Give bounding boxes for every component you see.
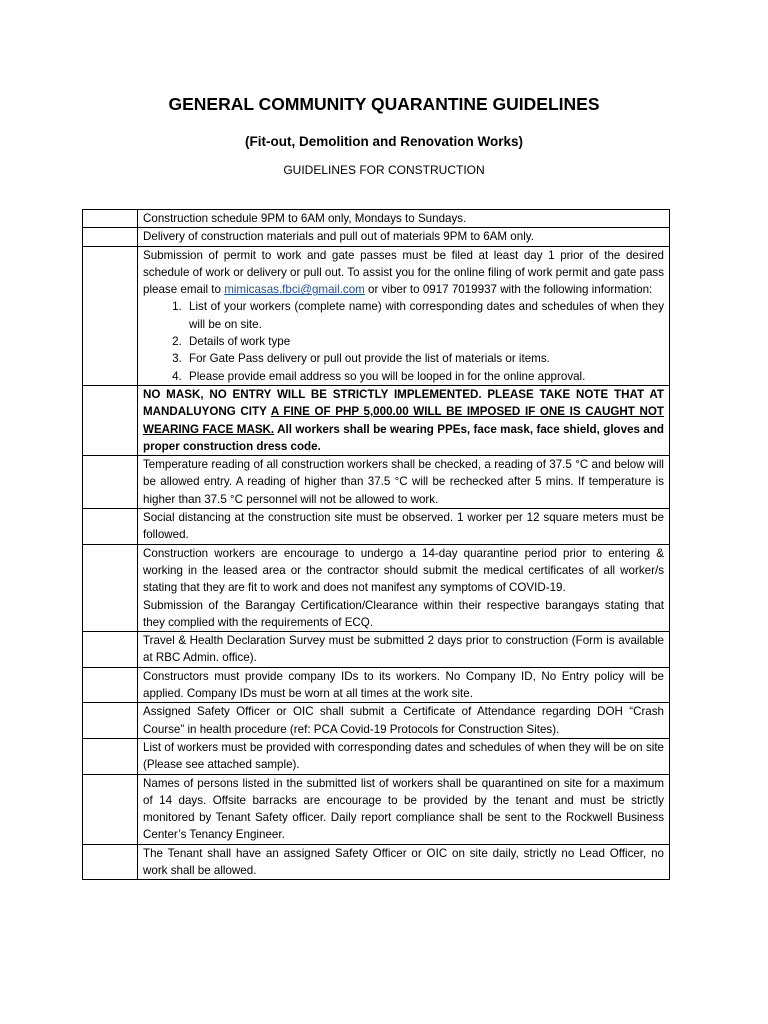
- table-row: [83, 703, 670, 739]
- guideline-text-part: or viber to 0917 7019937 with the following information:: [364, 283, 653, 297]
- guidelines-table: [82, 209, 670, 880]
- ppe-requirement-text: All workers shall be wearing PPEs, face mask, face shield, gloves and proper construction dress code.: [143, 422, 664, 453]
- guideline-text: Assigned Safety Officer or OIC shall submit a Certificate of Attendance regarding DOH “Crash Course” in health procedure (ref: PCA Covid-19 Protocols for Construction Sites).: [138, 703, 670, 739]
- email-link[interactable]: mimicasas.fbci@gmail.com: [224, 283, 365, 297]
- info-list: [143, 298, 664, 384]
- guideline-text: [138, 385, 670, 455]
- table-row: [83, 632, 670, 668]
- guideline-paragraph: Construction workers are encourage to undergo a 14-day quarantine period prior to entering & working in the leased area or the contractor should submit the medical certificates of all worker/s stating that they are fit to work and does not manifest any symptoms of COVID-19.: [143, 546, 664, 595]
- number-cell: [83, 210, 138, 228]
- list-item: 2. Details of work type: [185, 333, 664, 350]
- table-row: [83, 774, 670, 844]
- table-row: [83, 844, 670, 880]
- number-cell: [83, 703, 138, 739]
- table-row: [83, 509, 670, 545]
- document-title: GENERAL COMMUNITY QUARANTINE GUIDELINES: [168, 94, 600, 114]
- table-row: [83, 667, 670, 703]
- number-cell: [83, 456, 138, 509]
- guideline-text: [138, 544, 670, 631]
- mask-policy-text: NO MASK, NO ENTRY WILL BE STRICTLY IMPLEMENTED. PLEASE TAKE NOTE THAT AT MANDALUYONG CITY: [143, 387, 664, 419]
- guideline-paragraph: Submission of the Barangay Certification/Clearance within their respective barangays stating that they complied with the requirements of ECQ.: [143, 598, 664, 629]
- list-item: 4. Please provide email address so you will be looped in for the online approval.: [185, 368, 664, 385]
- document-subtitle: (Fit-out, Demolition and Renovation Works): [245, 134, 523, 149]
- number-cell: [83, 544, 138, 631]
- number-cell: [83, 667, 138, 703]
- table-row: [83, 228, 670, 246]
- number-cell: [83, 738, 138, 774]
- guideline-text: Construction schedule 9PM to 6AM only, Mondays to Sundays.: [138, 210, 670, 228]
- guideline-text: Constructors must provide company IDs to its workers. No Company ID, No Entry policy will be applied. Company IDs must be worn at all times at the work site.: [138, 667, 670, 703]
- guideline-text-part: Submission of permit to work and gate passes must be filed at least day 1 prior of the desired schedule of work or delivery or pull out. To assist you for the online filing of work permit and gate pass please email to: [143, 248, 664, 297]
- guideline-text: Names of persons listed in the submitted list of workers shall be quarantined on site for a maximum of 14 days. Offsite barracks are encourage to be provided by the tenant and must be strictly monitored by Tenant Safety officer. Daily report compliance shall be sent to the Rockwell Business Center’s Tenancy Engineer.: [138, 774, 670, 844]
- number-cell: [83, 246, 138, 385]
- fine-notice: A FINE OF PHP 5,000.00 WILL BE IMPOSED IF ONE IS CAUGHT NOT WEARING FACE MASK.: [143, 405, 664, 436]
- number-cell: [83, 844, 138, 880]
- table-row: [83, 544, 670, 631]
- guideline-text: Delivery of construction materials and pull out of materials 9PM to 6AM only.: [138, 228, 670, 246]
- guideline-text: The Tenant shall have an assigned Safety Officer or OIC on site daily, strictly no Lead Officer, no work shall be allowed.: [138, 844, 670, 880]
- number-cell: [83, 385, 138, 455]
- number-cell: [83, 228, 138, 246]
- guideline-text: List of workers must be provided with corresponding dates and schedules of when they will be on site (Please see attached sample).: [138, 738, 670, 774]
- guideline-text: Travel & Health Declaration Survey must be submitted 2 days prior to construction (Form is available at RBC Admin. office).: [138, 632, 670, 668]
- table-row: [83, 210, 670, 228]
- guideline-text: [138, 246, 670, 385]
- list-item: 1. List of your workers (complete name) with corresponding dates and schedules of when they will be on site.: [185, 298, 664, 333]
- number-cell: [83, 774, 138, 844]
- number-cell: [83, 632, 138, 668]
- guideline-text: Temperature reading of all construction workers shall be checked, a reading of 37.5 °C and below will be allowed entry. A reading of higher than 37.5 °C will be rechecked after 5 mins. If temperature is higher than 37.5 °C personnel will not be allowed to work.: [138, 456, 670, 509]
- list-item: 3. For Gate Pass delivery or pull out provide the list of materials or items.: [185, 350, 664, 367]
- table-row: [83, 738, 670, 774]
- guideline-text: Social distancing at the construction site must be observed. 1 worker per 12 square meters must be followed.: [138, 509, 670, 545]
- table-row: [83, 246, 670, 385]
- table-row: [83, 456, 670, 509]
- section-heading: GUIDELINES FOR CONSTRUCTION: [283, 163, 485, 177]
- table-row: [83, 385, 670, 455]
- number-cell: [83, 509, 138, 545]
